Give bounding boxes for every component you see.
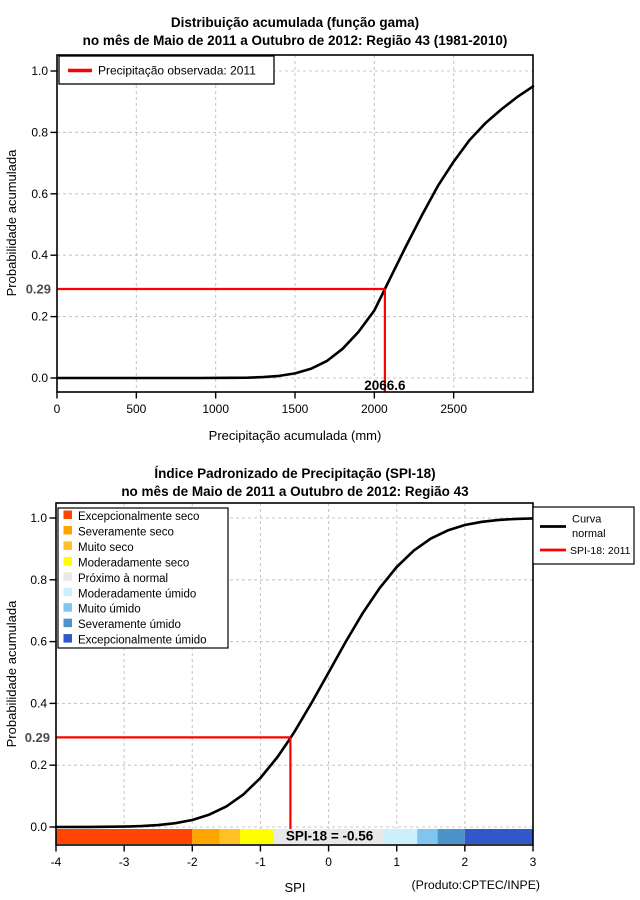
bottom-y-axis-title: Probabilidade acumulada [4, 600, 19, 748]
x-tick-label: -1 [255, 855, 266, 869]
colorbar-segment [417, 829, 437, 844]
colorbar-segment [465, 829, 533, 844]
legend-category-swatch [64, 557, 73, 566]
spi-category-legend [58, 508, 228, 648]
legend-category-swatch [64, 541, 73, 550]
top-annotation-probability-label: 0.29 [25, 281, 51, 297]
x-tick-label: 2000 [360, 402, 388, 416]
legend-category-label: Moderadamente seco [78, 557, 190, 570]
top-chart-dynamic-layer [31, 55, 533, 416]
bottom-x-axis-title: SPI [284, 880, 306, 895]
colorbar-segment [438, 829, 465, 844]
colorbar-segment [383, 829, 417, 844]
legend-category-label: Severamente úmido [78, 619, 181, 632]
legend-category-swatch [64, 603, 73, 612]
legend-category-label: Muito seco [78, 541, 134, 554]
legend-category-label: Próximo à normal [78, 572, 169, 585]
colorbar-segment [240, 829, 274, 844]
x-tick-label: 2 [461, 855, 469, 869]
x-tick-label: -2 [186, 855, 198, 869]
colorbar-segment [56, 829, 192, 844]
top-chart-subtitle: no mês de Maio de 2011 a Outubro de 2012: Região 43 (1981-2010) [82, 33, 508, 48]
y-tick-label: 0.2 [31, 309, 48, 324]
y-tick-label: 0.6 [30, 634, 47, 649]
legend-category-label: Moderadamente úmido [78, 588, 197, 601]
legend-category-label: Excepcionalmente seco [78, 511, 200, 523]
top-chart-title: Distribuição acumulada (função gama) [170, 15, 420, 30]
y-tick-label: 0.4 [30, 696, 47, 711]
y-tick-label: 0.4 [31, 248, 48, 263]
top-chart-legend [59, 56, 274, 84]
top-annotation-precipitation-label: 2066.6 [364, 378, 406, 393]
curve-legend-label-line2: normal [572, 528, 606, 540]
x-tick-label: 1 [393, 855, 401, 869]
legend-category-label: Muito úmido [78, 603, 141, 616]
bottom-annotation-probability-label: 0.29 [24, 729, 50, 745]
x-tick-label: 1500 [281, 402, 309, 416]
curve-legend [533, 507, 634, 564]
colorbar-segment [220, 829, 240, 844]
x-tick-label: 0 [325, 855, 332, 869]
product-credit: (Produto:CPTEC/INPE) [411, 878, 540, 892]
y-tick-label: 0.8 [30, 572, 47, 587]
y-tick-label: 0.2 [30, 758, 47, 773]
spi-legend-label: SPI-18: 2011 [570, 545, 631, 557]
top-y-axis-title: Probabilidade acumulada [4, 149, 19, 297]
legend-category-swatch [64, 511, 73, 520]
legend-category-label: Excepcionalmente úmido [78, 634, 207, 647]
colorbar-segment [192, 829, 219, 844]
legend-category-swatch [64, 634, 73, 643]
bottom-chart-subtitle: no mês de Maio de 2011 a Outubro de 2012: Região 43 [121, 484, 469, 499]
x-tick-label: 0 [53, 402, 61, 416]
x-tick-label: 3 [529, 855, 537, 869]
top-legend-label: Precipitação observada: 2011 [98, 63, 256, 78]
x-tick-label: 1000 [202, 402, 230, 416]
x-tick-label: 2500 [440, 402, 468, 416]
bottom-chart-title: Índice Padronizado de Precipitação (SPI-18) [154, 466, 436, 481]
spi-value-label: SPI-18 = -0.56 [285, 828, 374, 844]
legend-category-swatch [64, 619, 73, 628]
curve-legend-label-line1: Curva [572, 513, 602, 526]
top-x-axis-title: Precipitação acumulada (mm) [208, 428, 382, 443]
y-tick-label: 0.0 [30, 820, 47, 834]
y-tick-label: 0.6 [31, 186, 48, 201]
legend-category-swatch [64, 588, 73, 597]
y-tick-label: 0.8 [31, 125, 48, 140]
legend-category-label: Severamente seco [78, 526, 174, 539]
y-tick-label: 1.0 [31, 64, 48, 78]
x-tick-label: -3 [118, 855, 130, 869]
x-tick-label: 500 [126, 402, 147, 416]
y-tick-label: 1.0 [30, 511, 47, 525]
legend-category-swatch [64, 572, 73, 581]
legend-category-swatch [64, 526, 73, 535]
y-tick-label: 0.0 [31, 371, 48, 385]
x-tick-label: -4 [50, 855, 62, 869]
